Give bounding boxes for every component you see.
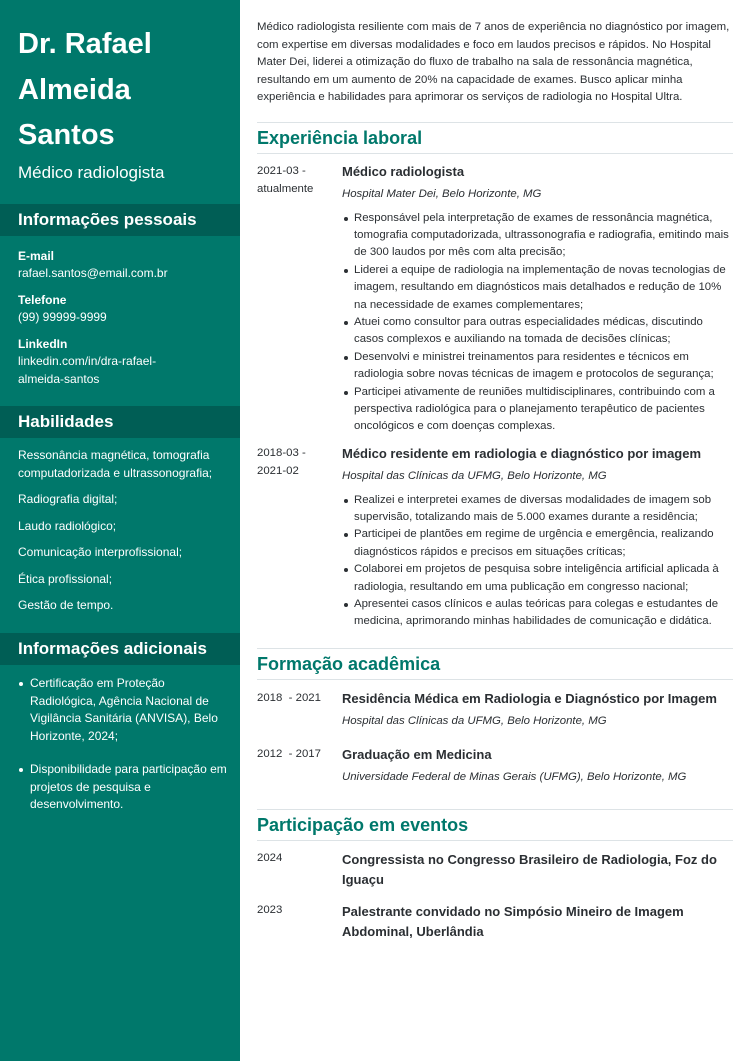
job-bullet: Realizei e interpretei exames de diversas modalidades de imagem sob supervisão, totalizando mais de 5.000 exames durante a residência; [342,492,733,527]
skill-item: Gestão de tempo. [18,598,114,612]
name-line: Almeida [18,73,131,106]
email-value[interactable]: rafael.santos@email.com.br [18,266,168,280]
education-institution: Hospital das Clínicas da UFMG, Belo Horizonte, MG [342,715,607,727]
additional-info-item: Disponibilidade para participação em projetos de pesquisa e desenvolvimento. [18,761,230,814]
event-title: Palestrante convidado no Simpósio Mineiro de Imagem Abdominal, Uberlândia [342,904,684,939]
event-date: 2023 [257,904,283,916]
job-date: 2021-03 - atualmente [257,165,314,195]
education-institution: Universidade Federal de Minas Gerais (UFMG), Belo Horizonte, MG [342,771,687,783]
name-line: Santos [18,119,115,151]
additional-info-item: Certificação em Proteção Radiológica, Agência Nacional de Vigilância Sanitária (ANVISA), Belo Horizonte, 2024; [18,675,230,745]
additional-info-heading: Informações adicionais [0,633,240,665]
job-responsibilities [342,492,733,631]
job-bullet: Responsável pela interpretação de exames de ressonância magnética, tomografia computadorizada, ultrassonografia e radiografia, emitindo mais de 300 laudos por mês com alta precisão; [342,210,733,262]
job-bullet: Apresentei casos clínicos e aulas teóricas para colegas e estudantes de medicina, aprimorando minhas habilidades de comunicação e didática. [342,596,733,631]
professional-summary: Médico radiologista resiliente com mais de 7 anos de experiência no diagnóstico por imagem, com expertise em diversas modalidades e foco em laudos precisos e rápidos. No Hospital Mater Dei, liderei a otimização do fluxo de trabalho na sala de ressonância magnética, resultando em um aumento de 20% na capacidade de exames. Busco aplicar minha experiência e habilidades para aprimorar os serviços de radiologia no Hospital Ultra. [257,21,730,103]
job-bullet: Liderei a equipe de radiologia na implementação de novas tecnologias de imagem, resultando em diagnósticos mais detalhados e redução de 10% na necessidade de exames complementares; [342,262,733,314]
skills-list [18,447,228,624]
job-bullet: Colaborei em projetos de pesquisa sobre inteligência artificial aplicada à radiologia, resultando em uma publicação em congresso nacional; [342,561,733,596]
personal-info-heading: Informações pessoais [0,204,240,236]
education-heading: Formação acadêmica [257,648,733,680]
education-title: Graduação em Medicina [342,747,492,762]
skill-item: Laudo radiológico; [18,518,117,533]
job-date: 2018-03 - 2021-02 [257,447,306,477]
education-title: Residência Médica em Radiologia e Diagnóstico por Imagem [342,691,717,706]
candidate-name [0,0,240,159]
phone-value[interactable]: (99) 99999-9999 [18,310,107,324]
education-entry [257,746,733,787]
job-responsibilities [342,210,733,436]
job-entry [257,445,733,631]
name-line: Dr. Rafael [18,28,152,60]
job-bullet: Atuei como consultor para outras especialidades médicas, discutindo casos complexos e auxiliando na tomada de decisões clínicas; [342,314,733,349]
linkedin-label: LinkedIn [18,336,68,351]
event-entry [257,850,733,889]
job-entry [257,163,733,436]
job-bullet: Participei ativamente de reuniões multidisciplinares, contribuindo com a perspectiva radiológica para o planejamento terapêutico de pacientes oncológicos e com doenças complexas. [342,384,733,436]
education-entry [257,690,733,731]
event-entry [257,902,733,941]
additional-info-list [18,675,230,830]
skill-item: Ética profissional; [18,571,113,586]
sidebar [0,0,240,1061]
job-bullet: Desenvolvi e ministrei treinamentos para residentes e técnicos em radiologia sobre novas técnicas de imagem e protocolos de segurança; [342,349,733,384]
job-title: Médico residente em radiologia e diagnóstico por imagem [342,446,702,461]
main-content [257,0,733,939]
linkedin-value[interactable]: linkedin.com/in/dra-rafael-almeida-santos [18,354,157,386]
email-label: E-mail [18,248,55,263]
job-bullet: Participei de plantões em regime de urgência e emergência, realizando diagnósticos rápidos e precisos em situações críticas; [342,526,733,561]
education-date: 2012 - 2017 [257,748,321,760]
job-title: Médico radiologista [342,164,465,179]
personal-info [0,236,240,389]
event-title: Congressista no Congresso Brasileiro de Radiologia, Foz do Iguaçu [342,852,717,887]
event-date: 2024 [257,852,283,864]
job-organization: Hospital das Clínicas da UFMG, Belo Horizonte, MG [342,470,607,482]
skill-item: Comunicação interprofissional; [18,545,183,559]
skills-heading: Habilidades [0,406,240,438]
skill-item: Radiografia digital; [18,492,118,506]
job-organization: Hospital Mater Dei, Belo Horizonte, MG [342,188,542,200]
candidate-role: Médico radiologista [18,162,165,182]
events-heading: Participação em eventos [257,809,733,841]
phone-label: Telefone [18,292,67,307]
experience-heading: Experiência laboral [257,122,733,154]
skill-item: Ressonância magnética, tomografia computadorizada e ultrassonografia; [18,448,213,480]
education-date: 2018 - 2021 [257,692,321,704]
